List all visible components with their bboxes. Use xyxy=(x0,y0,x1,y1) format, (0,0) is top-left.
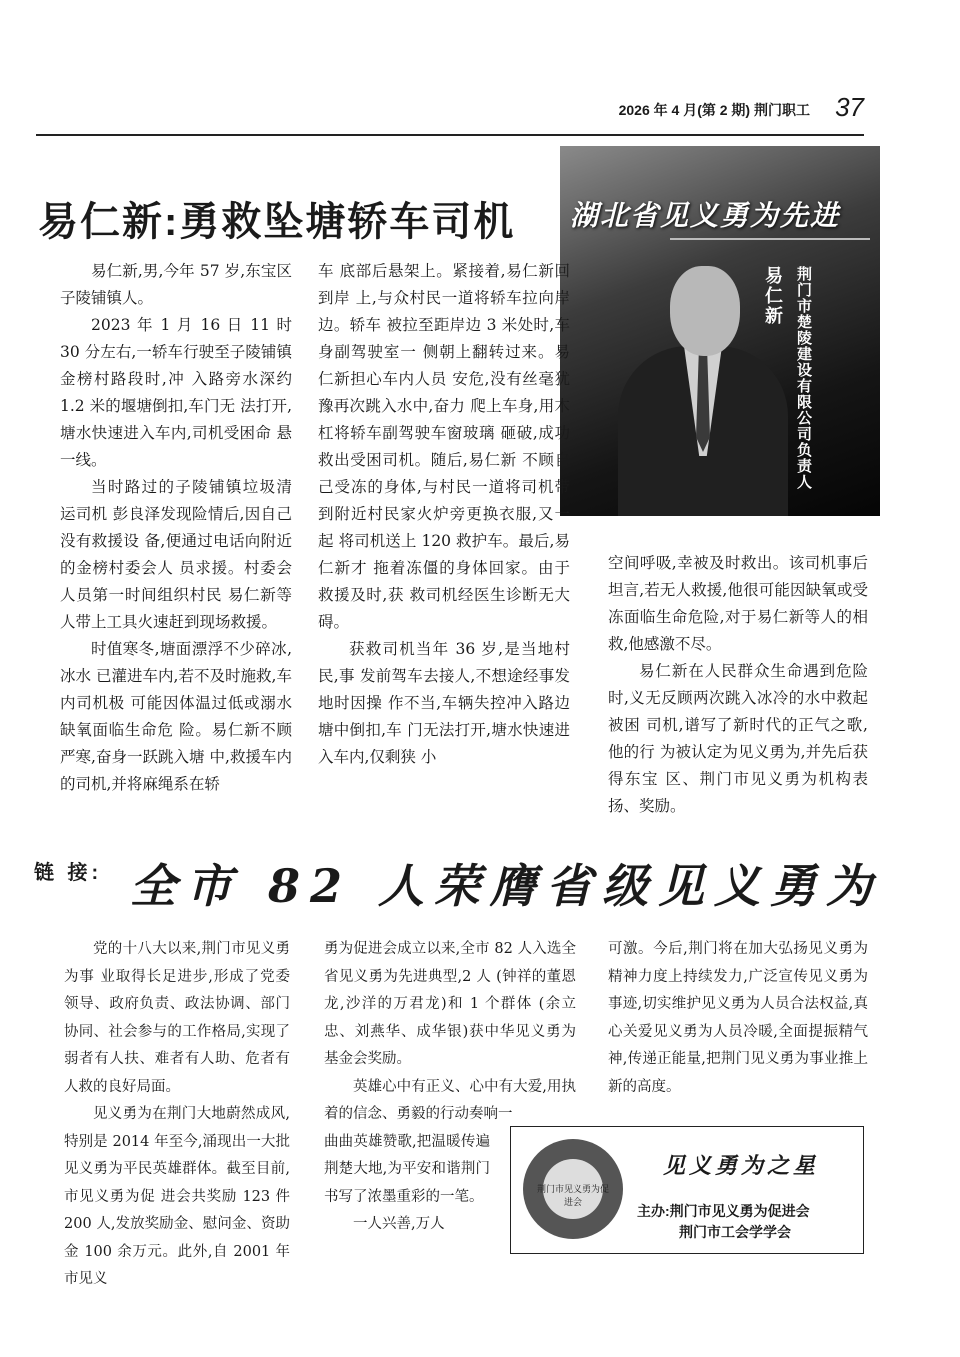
link-column-3 xyxy=(608,936,868,1101)
paragraph: 时值寒冬,塘面漂浮不少碎冰,冰水 已灌进车内,若不及时施救,车内司机极 可能因体温过低或溺水缺氧面临生命危 险。易仁新不顾严寒,奋身一跃跳入塘 中,救援车内的司机,并将麻绳系在轿 xyxy=(60,640,292,793)
article-title: 易仁新:勇救坠塘轿车司机 xyxy=(38,200,516,244)
banner-underline xyxy=(670,238,870,240)
article-column-3 xyxy=(608,550,868,820)
portrait-photo xyxy=(560,146,880,516)
paragraph: 一人兴善,万人 xyxy=(353,1216,445,1232)
promo-host-line-2: 荆门市工会学学会 xyxy=(679,1224,791,1240)
issue-header: 2026 年 4 月(第 2 期) 荆门职工 xyxy=(618,102,810,118)
link-column-1 xyxy=(64,936,290,1294)
promo-host-line-1: 主办:荆门市见义勇为促进会 xyxy=(637,1203,810,1219)
article-column-1 xyxy=(60,258,292,798)
promo-title: 见义勇为之星 xyxy=(663,1153,820,1179)
paragraph: 获救司机当年 36 岁,是当地村民,事 发前驾车去接人,不想途经事发地时因操 作不当,车辆失控冲入路边塘中倒扣,车 门无法打开,塘水快速进入车内,仅剩狭 小 xyxy=(318,640,570,766)
person-name-caption: 易仁新 xyxy=(763,266,783,326)
paragraph: 易仁新在人民群众生命遇到危险时,义无反顾两次跳入冰冷的水中救起被困 司机,谱写了新时代的正气之歌,他的行 为被认定为见义勇为,并先后获得东宝 区、荆门市见义勇为机构表扬、奖励。 xyxy=(608,662,868,815)
paragraph: 当时路过的子陵铺镇垃圾清运司机 彭良泽发现险情后,因自己没有救援设 备,便通过电话向附近的金榜村委会人 员求援。村委会人员第一时间组织村民 易仁新等人带上工具火速赶到现场救援。 xyxy=(60,478,292,631)
link-label: 链 接: xyxy=(34,862,103,884)
person-company-caption: 荆门市楚陵建设有限公司负责人 xyxy=(795,266,812,490)
person-head xyxy=(670,266,740,356)
paragraph: 勇为促进会成立以来,全市 82 人入选全省见义勇为先进典型,2 人 (钟祥的董恩龙,沙洋的万君龙)和 1 个群体 (余立忠、刘燕华、成华银)获中华见义勇为基金会奖励。 xyxy=(324,941,576,1067)
paragraph: 车 底部后悬架上。紧接着,易仁新回到岸 上,与众村民一道将轿车拉向岸边。轿车 被拉至距岸边 3 米处时,车身副驾驶室一 侧朝上翻转过来。易仁新担心车内人员 安危,没有丝毫犹豫再次跳入水中,奋力 爬上车身,用木杠将轿车副驾驶车窗玻璃 砸破,成功救出受困司机。随后,易仁新 不顾自己受冻的身体,与村民一道将司机带到附近村民家火炉旁更换衣服,又一起 将司机送上 120 救护车。最后,易仁新才 拖着冻僵的身体回家。由于救援及时,获 救司机经医生诊断无大碍。 xyxy=(318,262,570,631)
article-column-2 xyxy=(318,258,570,771)
paragraph: 2023 年 1 月 16 日 11 时 30 分左右,一轿车行驶至子陵铺镇金榜村路段时,冲 入路旁水深约 1.2 米的堰塘倒扣,车门无 法打开,塘水快速进入车内,司机受困命 悬一线。 xyxy=(60,316,292,469)
logo-text: 荆门市见义勇为促进会 xyxy=(536,1185,609,1208)
honor-banner: 湖北省见义勇为先进 xyxy=(570,199,841,232)
paragraph: 见义勇为在荆门大地蔚然成风,特别是 2014 年至今,涌现出一大批见义勇为平民英雄群体。截至目前,市见义勇为促 进会共奖励 123 件 200 人,发放奖励金、慰问金、资助金 100 余万元。此外,自 2001 年市见义 xyxy=(64,1106,290,1287)
paragraph: 可激。今后,荆门将在加大弘扬见义勇为精神力度上持续发力,广泛宣传见义勇为事迹,切实维护见义勇为人员合法权益,真心关爱见义勇为人员冷暖,全面提振精气神,传递正能量,把荆门见义勇为事业推上新的高度。 xyxy=(608,941,868,1095)
paragraph: 曲曲英雄赞歌,把温暖传遍荆楚大地,为平安和谐荆门书写了浓墨重彩的一笔。 xyxy=(324,1133,490,1205)
link-title: 全市 82 人荣膺省级见义勇为 xyxy=(130,859,883,913)
association-logo-icon xyxy=(523,1139,623,1239)
paragraph: 党的十八大以来,荆门市见义勇为事 业取得长足进步,形成了党委领导、政府负责、政法协调、部门协同、社会参与的工作格局,实现了弱者有人扶、难者有人助、危者有人救的良好局面。 xyxy=(64,941,290,1095)
header-rule xyxy=(36,134,864,136)
paragraph: 易仁新,男,今年 57 岁,东宝区子陵铺镇人。 xyxy=(60,262,292,307)
paragraph: 英雄心中有正义、心中有大爱,用执着的信念、勇毅的行动奏响一 xyxy=(324,1078,576,1122)
promo-host xyxy=(637,1201,810,1243)
page-number: 37 xyxy=(835,92,864,122)
paragraph: 空间呼吸,幸被及时救出。该司机事后 坦言,若无人救援,他很可能因缺氧或受 冻面临生命危险,对于易仁新等人的相 救,他感激不尽。 xyxy=(608,554,868,653)
promo-box xyxy=(510,1126,864,1254)
